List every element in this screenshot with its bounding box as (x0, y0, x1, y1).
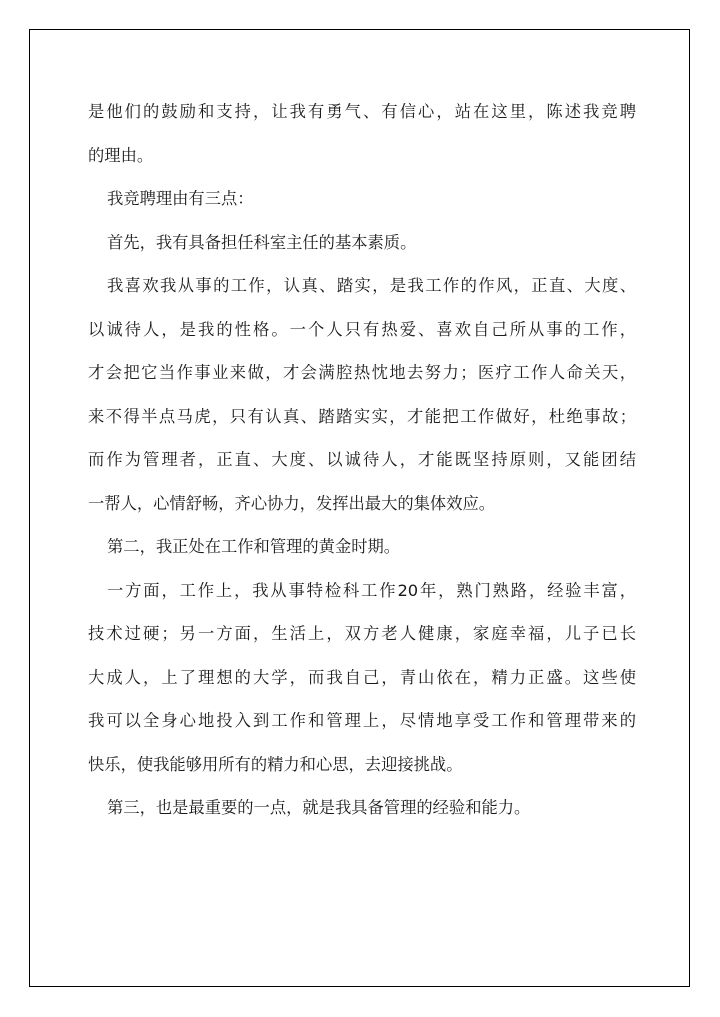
text-line-9: 而作为管理者，正直、大度、以诚待人，才能既坚持原则，又能团结 (88, 450, 636, 469)
text-line-6: 以诚待人，是我的性格。一个人只有热爱、喜欢自己所从事的工作， (88, 319, 636, 339)
text-line-13: 技术过硬；另一方面，生活上，双方老人健康，家庭幸福，儿子已长 (88, 624, 636, 643)
text-line-15: 我可以全身心地投入到工作和管理上，尽情地享受工作和管理带来的 (88, 711, 636, 730)
text-line-8: 来不得半点马虎，只有认真、踏踏实实，才能把工作做好，杜绝事故； (88, 406, 636, 426)
text-line-1: 是他们的鼓励和支持，让我有勇气、有信心，站在这里，陈述我竞聘 (88, 102, 636, 121)
text-line-5: 我喜欢我从事的工作，认真、踏实，是我工作的作风，正直、大度、 (107, 276, 636, 295)
document-body (88, 90, 636, 830)
text-line-17: 第三，也是最重要的一点，就是我具备管理的经验和能力。 (107, 798, 531, 817)
text-line-2: 的理由。 (88, 145, 154, 165)
text-line-14: 大成人，上了理想的大学，而我自己，青山依在，精力正盛。这些使 (88, 667, 636, 687)
text-line-3: 我竞聘理由有三点： (107, 189, 254, 208)
text-line-7: 才会把它当作事业来做，才会满腔热忱地去努力；医疗工作人命关天， (88, 363, 636, 382)
text-line-11: 第二，我正处在工作和管理的黄金时期。 (107, 537, 401, 556)
text-line-10: 一帮人，心情舒畅，齐心协力，发挥出最大的集体效应。 (88, 493, 496, 513)
text-line-16: 快乐，使我能够用所有的精力和心思，去迎接挑战。 (88, 754, 463, 774)
text-line-4: 首先，我有具备担任科室主任的基本素质。 (107, 232, 417, 252)
text-line-12: 一方面，工作上，我从事特检科工作20年，熟门熟路，经验丰富， (107, 580, 636, 600)
